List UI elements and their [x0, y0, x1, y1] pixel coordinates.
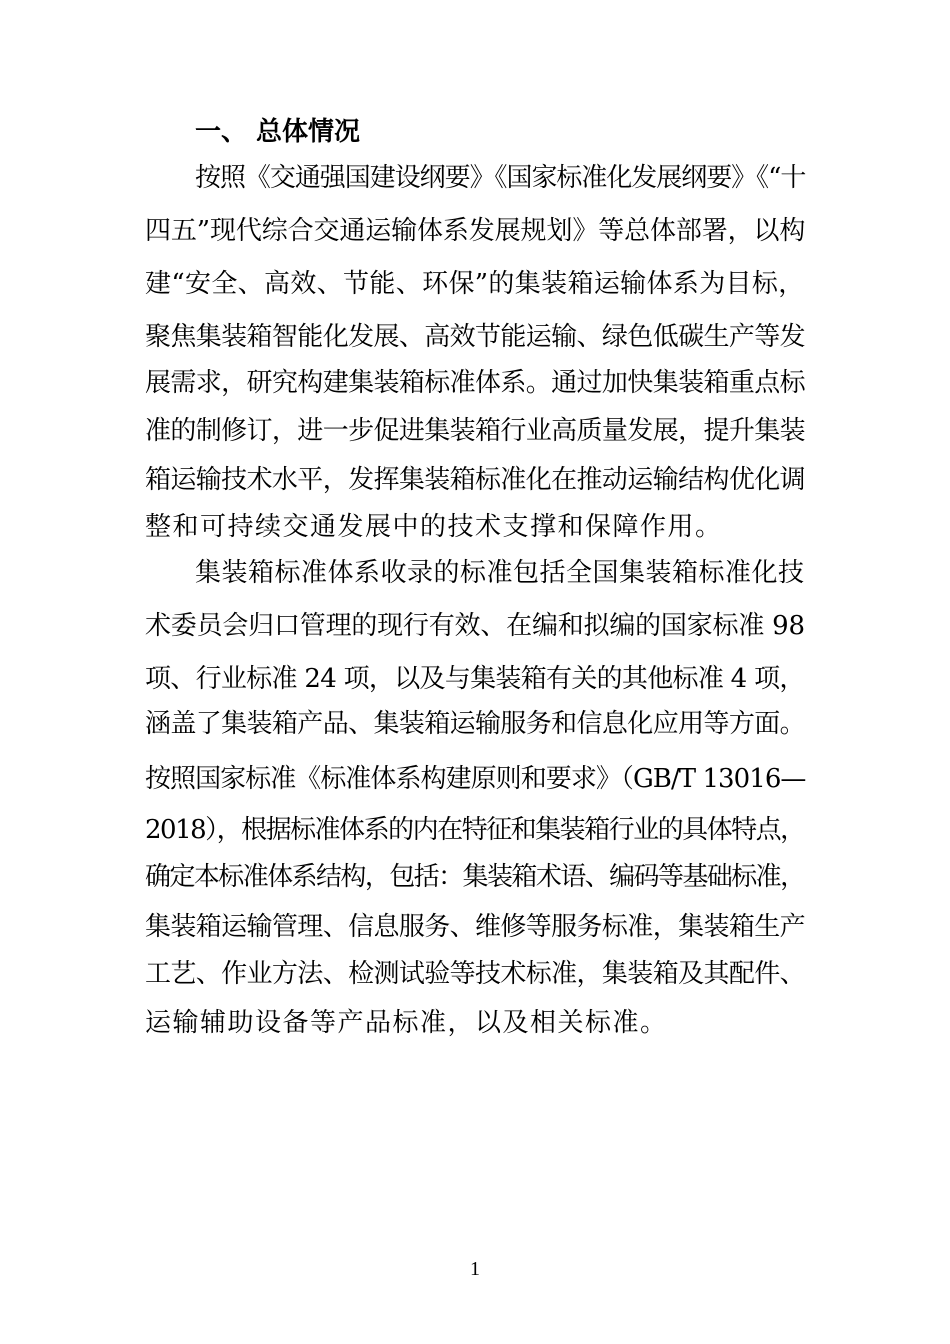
paragraph-line: 按照《交通强国建设纲要》《国家标准化发展纲要》《“十: [195, 163, 806, 193]
paragraph-line: 整和可持续交通发展中的技术支撑和保障作用。: [145, 512, 723, 542]
paragraph-line: 运输辅助设备等产品标准，以及相关标准。: [145, 1008, 668, 1038]
page-number: 1: [470, 1258, 480, 1280]
paragraph-line: 工艺、作业方法、检测试验等技术标准，集装箱及其配件、: [145, 959, 806, 989]
paragraph-line: 按照国家标准《标准体系构建原则和要求》（GB/T 13016—: [145, 764, 806, 794]
paragraph-line: 四五”现代综合交通运输体系发展规划》等总体部署，以构: [145, 216, 806, 246]
paragraph-line: 箱运输技术水平，发挥集装箱标准化在推动运输结构优化调: [145, 465, 806, 495]
section-heading: 一、 总体情况: [195, 117, 361, 147]
paragraph-line: 项、行业标准 24 项，以及与集装箱有关的其他标准 4 项，: [145, 664, 805, 694]
paragraph-line: 集装箱运输管理、信息服务、维修等服务标准，集装箱生产: [145, 912, 806, 942]
paragraph-line: 建“安全、高效、节能、环保”的集装箱运输体系为目标，: [145, 269, 805, 299]
paragraph-line: 展需求，研究构建集装箱标准体系。通过加快集装箱重点标: [145, 368, 806, 398]
paragraph-line: 2018），根据标准体系的内在特征和集装箱行业的具体特点，: [145, 815, 805, 845]
paragraph-line: 涵盖了集装箱产品、集装箱运输服务和信息化应用等方面。: [145, 709, 806, 739]
paragraph-line: 准的制修订，进一步促进集装箱行业高质量发展，提升集装: [145, 416, 806, 446]
paragraph-line: 聚焦集装箱智能化发展、高效节能运输、绿色低碳生产等发: [145, 322, 806, 352]
paragraph-line: 确定本标准体系结构，包括：集装箱术语、编码等基础标准，: [145, 862, 805, 892]
paragraph-line: 集装箱标准体系收录的标准包括全国集装箱标准化技: [195, 558, 805, 588]
paragraph-line: 术委员会归口管理的现行有效、在编和拟编的国家标准 98: [145, 611, 805, 641]
